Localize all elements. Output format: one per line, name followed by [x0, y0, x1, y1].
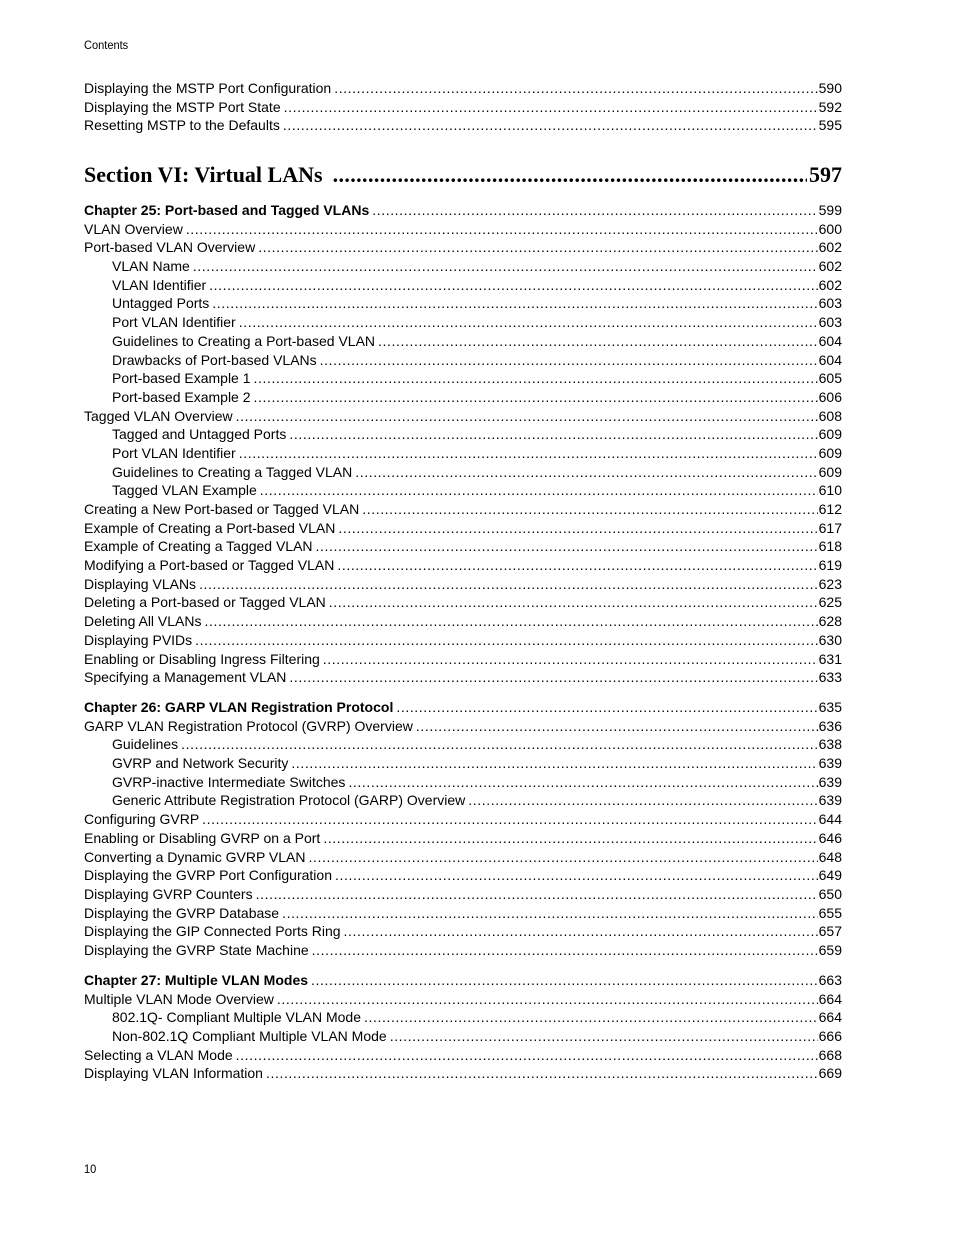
toc-entry[interactable]: [84, 1064, 842, 1083]
toc-entry[interactable]: [84, 829, 842, 848]
toc-entry[interactable]: [84, 735, 842, 754]
chapter-heading[interactable]: [84, 971, 842, 990]
toc-entry-page: 609: [818, 444, 842, 461]
toc-entry-title: Displaying the MSTP Port State: [84, 98, 281, 115]
toc-entry-page: 669: [818, 1065, 842, 1082]
toc-entry-title: Enabling or Disabling GVRP on a Port: [84, 829, 321, 846]
toc-entry-title: Displaying the GVRP Port Configuration: [84, 867, 332, 884]
section-page: 597: [809, 162, 842, 187]
toc-entry-title: Displaying VLAN Information: [84, 1065, 263, 1082]
dot-leader: [212, 294, 817, 313]
toc-entry-title: Displaying the GVRP Database: [84, 904, 280, 921]
toc-entry-title: Example of Creating a Port-based VLAN: [84, 519, 336, 536]
dot-leader: [277, 990, 818, 1009]
dot-leader: [333, 160, 807, 190]
chapter-heading[interactable]: [84, 698, 842, 717]
toc-entry-title: Example of Creating a Tagged VLAN: [84, 538, 313, 555]
toc-entry[interactable]: [84, 941, 842, 960]
section-title: Section VI: Virtual LANs: [84, 162, 323, 187]
dot-leader: [199, 575, 818, 594]
toc-entry-title: Modifying a Port-based or Tagged VLAN: [84, 557, 335, 574]
dot-leader: [256, 885, 818, 904]
toc-entry[interactable]: [84, 313, 842, 332]
toc-entry-title: VLAN Overview: [84, 220, 183, 237]
dot-leader: [236, 407, 818, 426]
chapter-page: 635: [818, 699, 842, 715]
toc-entry-page: 625: [818, 594, 842, 611]
toc-entry-title: Enabling or Disabling Ingress Filtering: [84, 650, 320, 667]
toc-entry-title: Converting a Dynamic GVRP VLAN: [84, 848, 306, 865]
dot-leader: [282, 904, 818, 923]
toc-entry[interactable]: [84, 481, 842, 500]
toc-entry[interactable]: [84, 257, 842, 276]
toc-entry-page: 648: [818, 848, 842, 865]
toc-entry[interactable]: [84, 276, 842, 295]
dot-leader: [181, 735, 817, 754]
toc-entry-title: Tagged VLAN Overview: [84, 407, 233, 424]
dot-leader: [239, 313, 818, 332]
toc-entry[interactable]: [84, 1008, 842, 1027]
dot-leader: [323, 829, 817, 848]
dot-leader: [311, 971, 818, 990]
toc-entry-title: Configuring GVRP: [84, 811, 200, 828]
toc-entry[interactable]: [84, 1027, 842, 1046]
dot-leader: [266, 1064, 818, 1083]
toc-entry-title: Creating a New Port-based or Tagged VLAN: [84, 501, 360, 517]
toc-entry-title: Displaying VLANs: [84, 575, 197, 592]
toc-entry-page: 636: [818, 717, 842, 734]
toc-entry-title: Selecting a VLAN Mode: [84, 1046, 233, 1063]
toc-entry-page: 631: [818, 650, 842, 667]
toc-entry[interactable]: [84, 369, 842, 388]
dot-leader: [209, 276, 817, 295]
chapter-page: 663: [818, 972, 842, 988]
toc-entry-title: Specifying a Management VLAN: [84, 669, 287, 686]
toc-entry[interactable]: [84, 885, 842, 904]
toc-entry-page: 655: [818, 904, 842, 921]
toc-entry-title: GVRP-inactive Intermediate Switches: [112, 773, 346, 790]
toc-entry-page: 595: [818, 117, 842, 134]
toc-entry[interactable]: [84, 444, 842, 463]
toc-entry-page: 603: [818, 295, 842, 312]
dot-leader: [289, 668, 817, 687]
toc-continued-list: [84, 79, 842, 135]
dot-leader: [390, 1027, 818, 1046]
toc-entry[interactable]: [84, 425, 842, 444]
chapter-25-block: [84, 201, 842, 687]
dot-leader: [284, 98, 818, 117]
dot-leader: [323, 650, 818, 669]
toc-entry-page: 617: [818, 519, 842, 536]
toc-entry[interactable]: [84, 810, 842, 829]
toc-entry-page: 664: [818, 1009, 842, 1026]
toc-entry-page: 609: [818, 426, 842, 443]
toc-entry-title: Non-802.1Q Compliant Multiple VLAN Mode: [112, 1028, 387, 1045]
toc-entry-page: 639: [818, 773, 842, 790]
toc-entry[interactable]: [84, 556, 842, 575]
toc-entry[interactable]: [84, 631, 842, 650]
toc-entry[interactable]: [84, 791, 842, 810]
dot-leader: [416, 717, 818, 736]
toc-entry-page: 628: [818, 613, 842, 630]
toc-entry-title: Displaying the GIP Connected Ports Ring: [84, 923, 341, 940]
toc-entry-page: 639: [818, 755, 842, 772]
toc-entry-title: Port-based Example 1: [112, 370, 251, 387]
chapter-26-block: [84, 698, 842, 960]
chapter-page: 599: [818, 202, 842, 218]
toc-entry-title: Guidelines to Creating a Tagged VLAN: [112, 463, 353, 480]
toc-entry-page: 619: [818, 557, 842, 574]
chapter-title: Chapter 27: Multiple VLAN Modes: [84, 972, 309, 988]
toc-entry[interactable]: [84, 904, 842, 923]
toc-entry-page: 612: [818, 501, 842, 517]
toc-entry-page: 623: [818, 575, 842, 592]
toc-entry-title: Port VLAN Identifier: [112, 314, 236, 331]
dot-leader: [254, 388, 818, 407]
dot-leader: [320, 351, 818, 370]
toc-entry[interactable]: [84, 593, 842, 612]
toc-entry[interactable]: [84, 351, 842, 370]
toc-entry-title: Deleting a Port-based or Tagged VLAN: [84, 594, 326, 611]
toc-entry-title: 802.1Q- Compliant Multiple VLAN Mode: [112, 1009, 362, 1026]
toc-entry[interactable]: [84, 294, 842, 313]
chapter-title: Chapter 26: GARP VLAN Registration Protocol: [84, 699, 394, 715]
toc-entry-page: 609: [818, 463, 842, 480]
toc-entry-title: Multiple VLAN Mode Overview: [84, 990, 274, 1007]
toc-entry-page: 604: [818, 332, 842, 349]
dot-leader: [186, 220, 818, 239]
dot-leader: [254, 369, 818, 388]
toc-entry-page: 668: [818, 1046, 842, 1063]
page-number: 10: [84, 1162, 97, 1176]
dot-leader: [202, 810, 817, 829]
toc-entry[interactable]: [84, 612, 842, 631]
toc-entry-page: 602: [818, 239, 842, 256]
dot-leader: [355, 463, 817, 482]
toc-entry-page: 650: [818, 885, 842, 902]
dot-leader: [258, 238, 817, 257]
toc-entry-page: 638: [818, 736, 842, 753]
toc-entry-title: Displaying PVIDs: [84, 631, 193, 648]
dot-leader: [329, 593, 818, 612]
toc-entry-page: 649: [818, 867, 842, 884]
toc-entry[interactable]: [84, 463, 842, 482]
toc-entry-page: 606: [818, 388, 842, 405]
toc-entry[interactable]: [84, 98, 842, 117]
toc-entry[interactable]: [84, 1046, 842, 1065]
toc-entry-page: 618: [818, 538, 842, 555]
toc-entry-page: 659: [818, 941, 842, 958]
dot-leader: [283, 116, 818, 135]
dot-leader: [364, 1008, 818, 1027]
dot-leader: [236, 1046, 818, 1065]
toc-entry-page: 605: [818, 370, 842, 387]
toc-entry-page: 657: [818, 923, 842, 940]
toc-entry-page: 604: [818, 351, 842, 368]
toc-entry-page: 630: [818, 631, 842, 648]
toc-entry-page: 644: [818, 811, 842, 828]
toc-entry-page: 633: [818, 669, 842, 686]
toc-entry-title: GARP VLAN Registration Protocol (GVRP) Overview: [84, 717, 413, 734]
dot-leader: [344, 922, 818, 941]
toc-entry[interactable]: [84, 773, 842, 792]
toc-entry-page: 592: [818, 98, 842, 115]
toc-entry-page: 639: [818, 792, 842, 809]
toc-entry[interactable]: [84, 650, 842, 669]
toc-entry-title: VLAN Identifier: [112, 276, 207, 293]
dot-leader: [193, 257, 818, 276]
toc-entry[interactable]: [84, 537, 842, 556]
dot-leader: [334, 79, 817, 98]
toc-entry-title: GVRP and Network Security: [112, 755, 289, 772]
dot-leader: [468, 791, 817, 810]
toc-entry-page: 590: [818, 80, 842, 96]
dot-leader: [372, 201, 817, 220]
toc-entry-page: 602: [818, 276, 842, 293]
toc-entry[interactable]: [84, 668, 842, 687]
toc-entry-page: 602: [818, 258, 842, 275]
toc-entry-title: Port VLAN Identifier: [112, 444, 236, 461]
toc-entry[interactable]: [84, 848, 842, 867]
toc-entry[interactable]: [84, 238, 842, 257]
dot-leader: [309, 848, 818, 867]
dot-leader: [289, 425, 817, 444]
toc-entry-title: Untagged Ports: [112, 295, 210, 312]
toc-entry[interactable]: [84, 575, 842, 594]
toc-entry[interactable]: [84, 519, 842, 538]
toc-entry-title: Guidelines: [112, 736, 179, 753]
running-header: Contents: [84, 38, 129, 52]
toc-entry-page: 610: [818, 482, 842, 499]
toc-entry[interactable]: [84, 220, 842, 239]
toc-entry-title: VLAN Name: [112, 258, 190, 275]
dot-leader: [195, 631, 817, 650]
toc-entry[interactable]: [84, 332, 842, 351]
toc-entry[interactable]: [84, 500, 842, 519]
dot-leader: [260, 481, 818, 500]
toc-entry[interactable]: [84, 754, 842, 773]
toc-entry-title: Resetting MSTP to the Defaults: [84, 117, 280, 134]
toc-entry-title: Displaying the MSTP Port Configuration: [84, 80, 332, 96]
toc-entry-title: Tagged and Untagged Ports: [112, 426, 287, 443]
toc-entry-title: Tagged VLAN Example: [112, 482, 257, 499]
toc-entry-page: 603: [818, 314, 842, 331]
toc-entry[interactable]: [84, 922, 842, 941]
dot-leader: [312, 941, 818, 960]
toc-entry-page: 600: [818, 220, 842, 237]
dot-leader: [337, 556, 817, 575]
toc-entry-page: 646: [818, 829, 842, 846]
toc-entry-title: Displaying GVRP Counters: [84, 885, 253, 902]
toc-entry-title: Generic Attribute Registration Protocol (GARP) Overview: [112, 792, 466, 809]
toc-entry[interactable]: [84, 407, 842, 426]
toc-entry[interactable]: [84, 866, 842, 885]
toc-entry[interactable]: [84, 79, 842, 98]
section-heading-block: [84, 160, 842, 190]
dot-leader: [348, 773, 817, 792]
toc-entry-page: 608: [818, 407, 842, 424]
toc-entry[interactable]: [84, 990, 842, 1009]
dot-leader: [338, 519, 817, 538]
dot-leader: [378, 332, 818, 351]
toc-entry[interactable]: [84, 116, 842, 135]
toc-entry-page: 664: [818, 990, 842, 1007]
dot-leader: [205, 612, 818, 631]
section-heading[interactable]: [84, 160, 842, 190]
toc-entry-title: Displaying the GVRP State Machine: [84, 941, 309, 958]
toc-entry[interactable]: [84, 717, 842, 736]
toc-entry-page: 666: [818, 1028, 842, 1045]
toc-entry-title: Drawbacks of Port-based VLANs: [112, 351, 317, 368]
dot-leader: [239, 444, 818, 463]
dot-leader: [291, 754, 817, 773]
chapter-27-block: [84, 971, 842, 1083]
toc-entry-title: Guidelines to Creating a Port-based VLAN: [112, 332, 376, 349]
chapter-heading[interactable]: [84, 201, 842, 220]
toc-entry-title: Port-based Example 2: [112, 388, 251, 405]
toc-entry[interactable]: [84, 388, 842, 407]
dot-leader: [396, 698, 817, 717]
toc-entry-title: Deleting All VLANs: [84, 613, 202, 630]
chapter-title: Chapter 25: Port-based and Tagged VLANs: [84, 202, 370, 218]
dot-leader: [335, 866, 818, 885]
dot-leader: [362, 500, 817, 519]
dot-leader: [316, 537, 818, 556]
toc-entry-title: Port-based VLAN Overview: [84, 239, 256, 256]
